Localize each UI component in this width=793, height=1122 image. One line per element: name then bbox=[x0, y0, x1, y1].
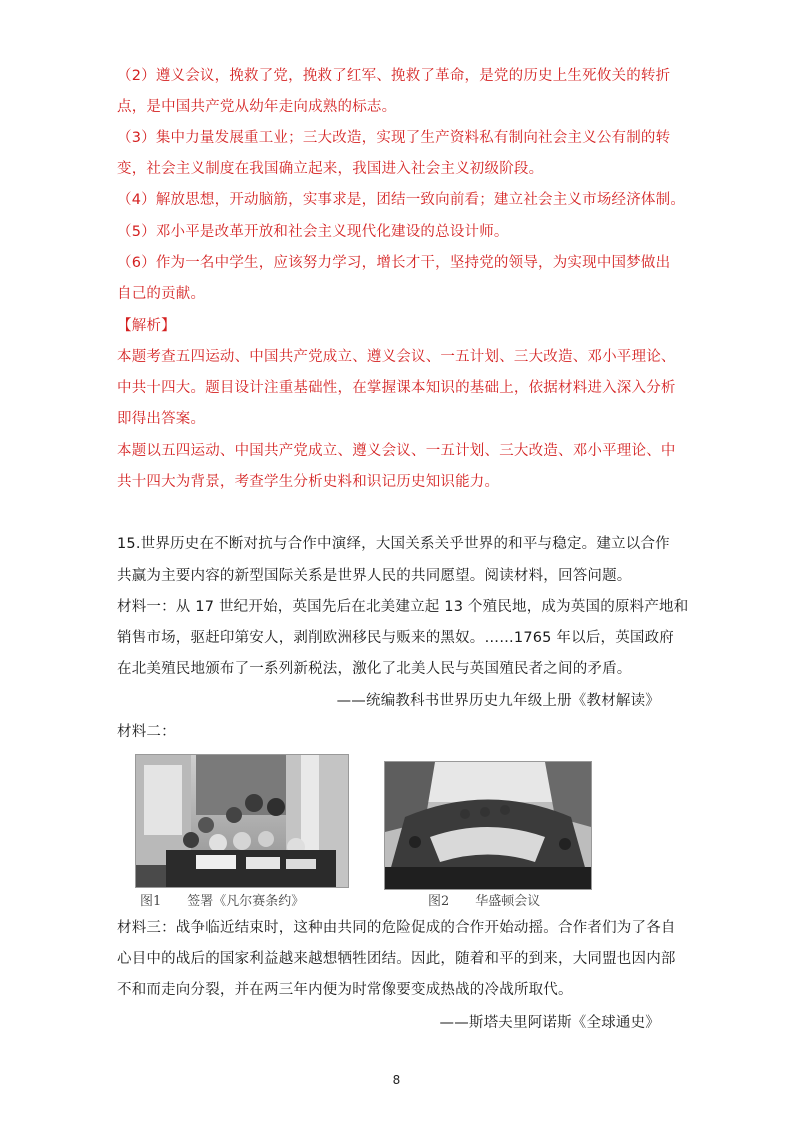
analysis-line: 本题考查五四运动、中国共产党成立、遵义会议、一五计划、三大改造、邓小平理论、 bbox=[117, 349, 676, 365]
material3-line: 不和而走向分裂，并在两三年内便为时常像要变成热战的冷战所取代。 bbox=[117, 982, 573, 998]
analysis-line: 中共十四大。题目设计注重基础性，在掌握课本知识的基础上，依据材料进入深入分析 bbox=[117, 380, 676, 396]
material1-line: 材料一：从 17 世纪开始，英国先后在北美建立起 13 个殖民地，成为英国的原料产地和 bbox=[117, 599, 689, 615]
answer-line: 点，是中国共产党从幼年走向成熟的标志。 bbox=[117, 99, 397, 115]
answer-line: （2）遵义会议，挽救了党，挽救了红军、挽救了革命，是党的历史上生死攸关的转折 bbox=[117, 68, 671, 84]
material3-source: ——斯塔夫里阿诺斯《全球通史》 bbox=[439, 1015, 660, 1031]
washington-conference-photo bbox=[384, 761, 592, 890]
answer-line: （6）作为一名中学生，应该努力学习，增长才干，坚持党的领导，为实现中国梦做出 bbox=[117, 255, 671, 271]
analysis-line: 即得出答案。 bbox=[117, 411, 206, 427]
material3-line: 材料三：战争临近结束时，这种由共同的危险促成的合作开始动摇。合作者们为了各自 bbox=[117, 920, 676, 936]
analysis-line: 本题以五四运动、中国共产党成立、遵义会议、一五计划、三大改造、邓小平理论、中 bbox=[117, 443, 676, 459]
material1-line: 在北美殖民地颁布了一系列新税法，激化了北美人民与英国殖民者之间的矛盾。 bbox=[117, 661, 632, 677]
question-intro: 15.世界历史在不断对抗与合作中演绎，大国关系关乎世界的和平与稳定。建立以合作 bbox=[117, 536, 670, 552]
material1-line: 销售市场，驱赶印第安人，剥削欧洲移民与贩来的黑奴。……1765 年以后，英国政府 bbox=[117, 630, 675, 646]
material3-line: 心目中的战后的国家利益越来越想牺牲团结。因此，随着和平的到来，大同盟也因内部 bbox=[117, 951, 676, 967]
versailles-photo bbox=[135, 754, 349, 888]
figure1-caption: 图1 签署《凡尔赛条约》 bbox=[140, 894, 305, 909]
material2-label: 材料二： bbox=[117, 724, 176, 740]
material1-source: ——统编教科书世界历史九年级上册《教材解读》 bbox=[336, 693, 660, 709]
figure2-caption: 图2 华盛顿会议 bbox=[428, 894, 541, 909]
analysis-heading: 【解析】 bbox=[117, 318, 176, 334]
question-intro: 共赢为主要内容的新型国际关系是世界人民的共同愿望。阅读材料，回答问题。 bbox=[117, 568, 632, 584]
answer-line: 自己的贡献。 bbox=[117, 286, 206, 302]
answer-line: （5）邓小平是改革开放和社会主义现代化建设的总设计师。 bbox=[117, 224, 509, 240]
answer-line: （3）集中力量发展重工业；三大改造，实现了生产资料私有制向社会主义公有制的转 bbox=[117, 130, 671, 146]
page-number: 8 bbox=[392, 1073, 401, 1087]
answer-line: 变，社会主义制度在我国确立起来，我国进入社会主义初级阶段。 bbox=[117, 161, 544, 177]
analysis-line: 共十四大为背景，考查学生分析史料和识记历史知识能力。 bbox=[117, 474, 500, 490]
answer-line: （4）解放思想，开动脑筋，实事求是，团结一致向前看；建立社会主义市场经济体制。 bbox=[117, 192, 686, 208]
